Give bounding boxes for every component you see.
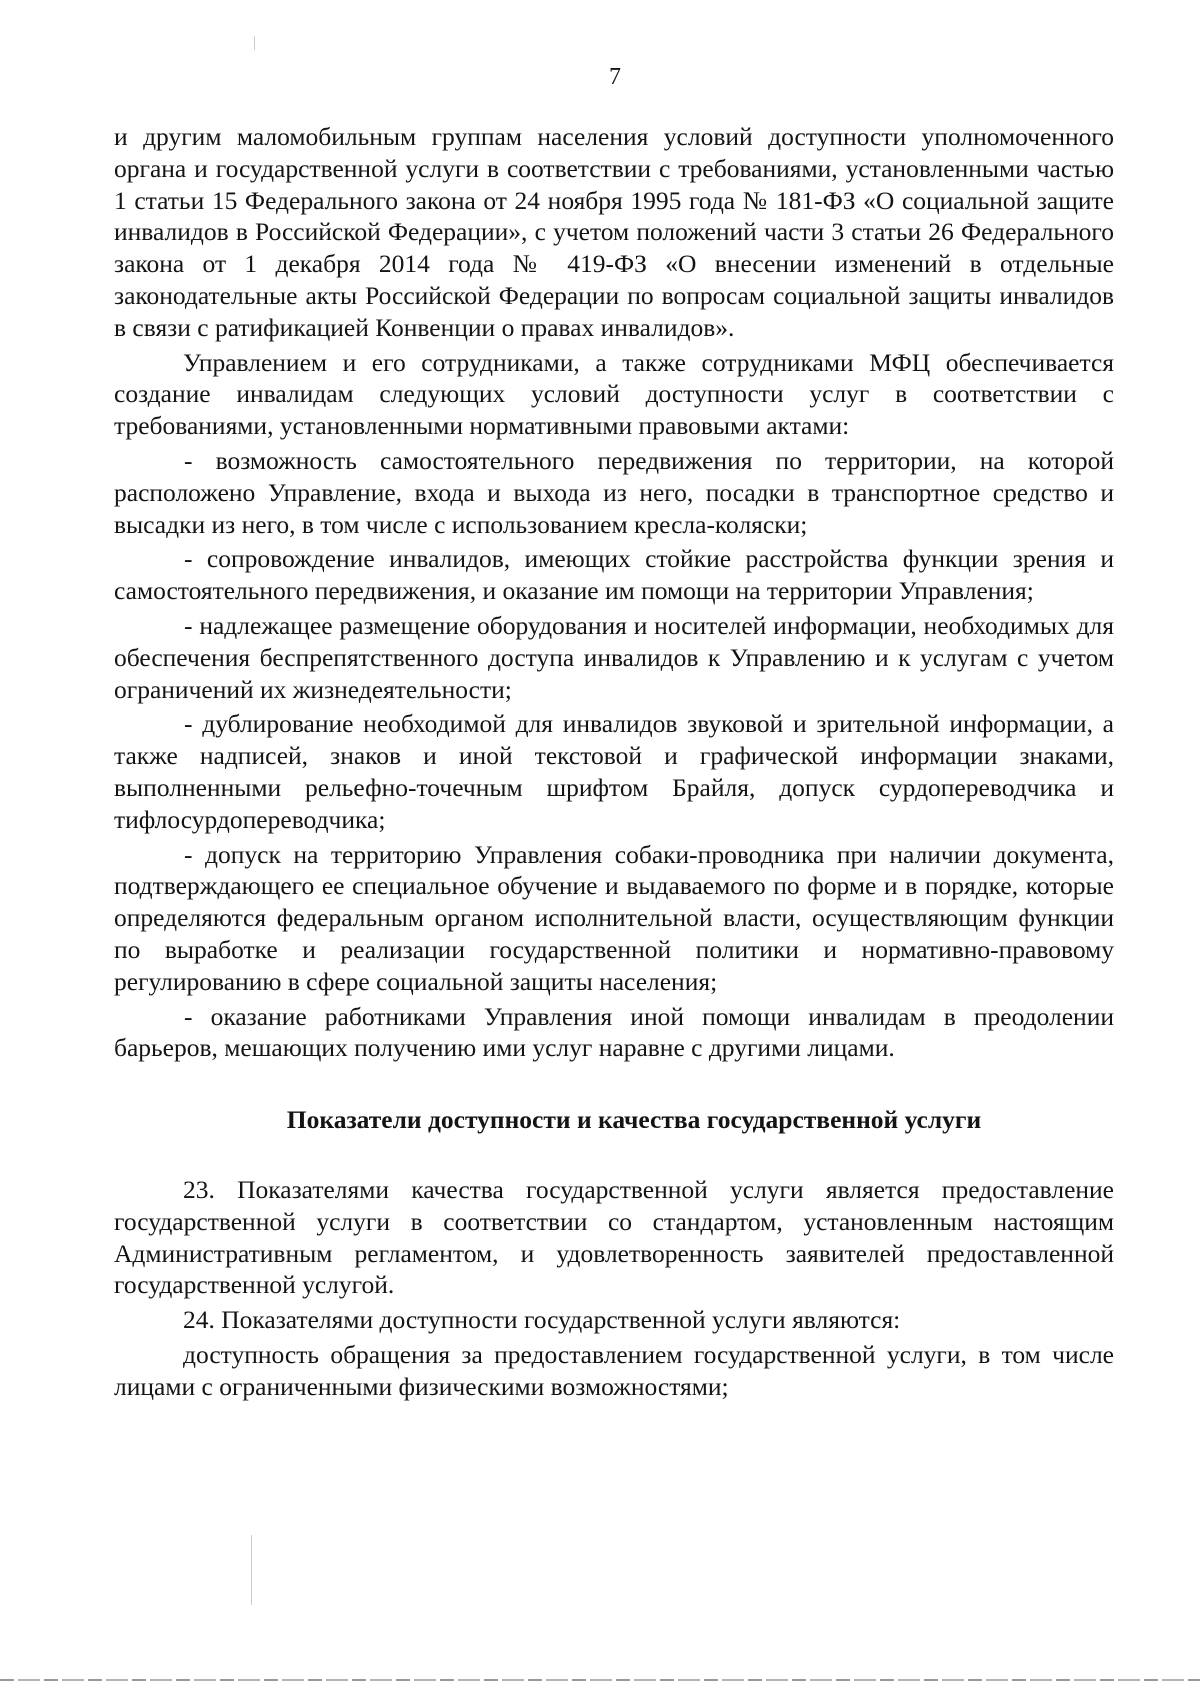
- paragraph-accessibility-indicators: 24. Показателями доступности государственной услуги являются:: [183, 1305, 901, 1335]
- paragraph-access-to-service: доступность обращения за предоставлением государственной услуги, в том числе лицами с ограниченными физическими возможностями;: [114, 1339, 1114, 1401]
- list-item-assistance: - оказание работниками Управления иной помощи инвалидам в преодолении барьеров, мешающих получению ими услуг наравне с другими лицами.: [114, 1001, 1114, 1063]
- scan-bottom-edge: [0, 1679, 1200, 1681]
- list-item-guide-dog: - допуск на территорию Управления собаки-проводника при наличии документа, подтверждающего ее специальное обучение и выдаваемого по форме и в порядке, которые определяются федеральным органом исполнительной власти, осуществляющим функции по выработке и реализации государственной политики и нормативно-правовому регулированию в сфере социальной защиты населения;: [114, 839, 1114, 996]
- paragraph-continuation: и другим маломобильным группам населения условий доступности уполномоченного органа и государственной услуги в соответствии с требованиями, установленными частью 1 статьи 15 Федерального закона от 24 ноября 1995 года № 181-ФЗ «О социальной защите инвалидов в Российской Федерации», с учетом положений части 3 статьи 26 Федерального закона от 1 декабря 2014 года № 419-ФЗ «О внесении изменений в отдельные законодательные акты Российской Федерации по вопросам социальной защиты инвалидов в связи с ратификацией Конвенции о правах инвалидов».: [114, 122, 1114, 342]
- paragraph-accessibility-intro: Управлением и его сотрудниками, а также сотрудниками МФЦ обеспечивается создание инвалидам следующих условий доступности услуг в соответствии с требованиями, установленными нормативными правовыми актами:: [114, 347, 1114, 441]
- scan-artifact-mark: [254, 36, 255, 50]
- section-heading: Показатели доступности и качества государственной услуги: [286, 1105, 982, 1135]
- list-item-equipment: - надлежащее размещение оборудования и носителей информации, необходимых для обеспечения беспрепятственного доступа инвалидов к Управлению и к услугам с учетом ограничений их жизнедеятельности;: [114, 610, 1114, 704]
- list-item-movement: - возможность самостоятельного передвижения по территории, на которой расположено Управление, входа и выхода из него, посадки в транспортное средство и высадки из него, в том числе с использованием кресла-коляски;: [114, 445, 1114, 539]
- list-item-duplication: - дублирование необходимой для инвалидов звуковой и зрительной информации, а также надписей, знаков и иной текстовой и графической информации знаками, выполненными рельефно-точечным шрифтом Брайля, допуск сурдопереводчика и тифлосурдопереводчика;: [114, 709, 1114, 834]
- scan-artifact-mark: [251, 1535, 252, 1605]
- page-number: 7: [609, 64, 621, 90]
- list-item-escort: - сопровождение инвалидов, имеющих стойкие расстройства функции зрения и самостоятельного передвижения, и оказание им помощи на территории Управления;: [114, 544, 1114, 606]
- paragraph-quality-indicators: 23. Показателями качества государственной услуги является предоставление государственной услуги в соответствии со стандартом, установленным настоящим Административным регламентом, и удовлетворенность заявителей предоставленной государственной услугой.: [114, 1174, 1114, 1300]
- document-body: [114, 121, 1114, 1402]
